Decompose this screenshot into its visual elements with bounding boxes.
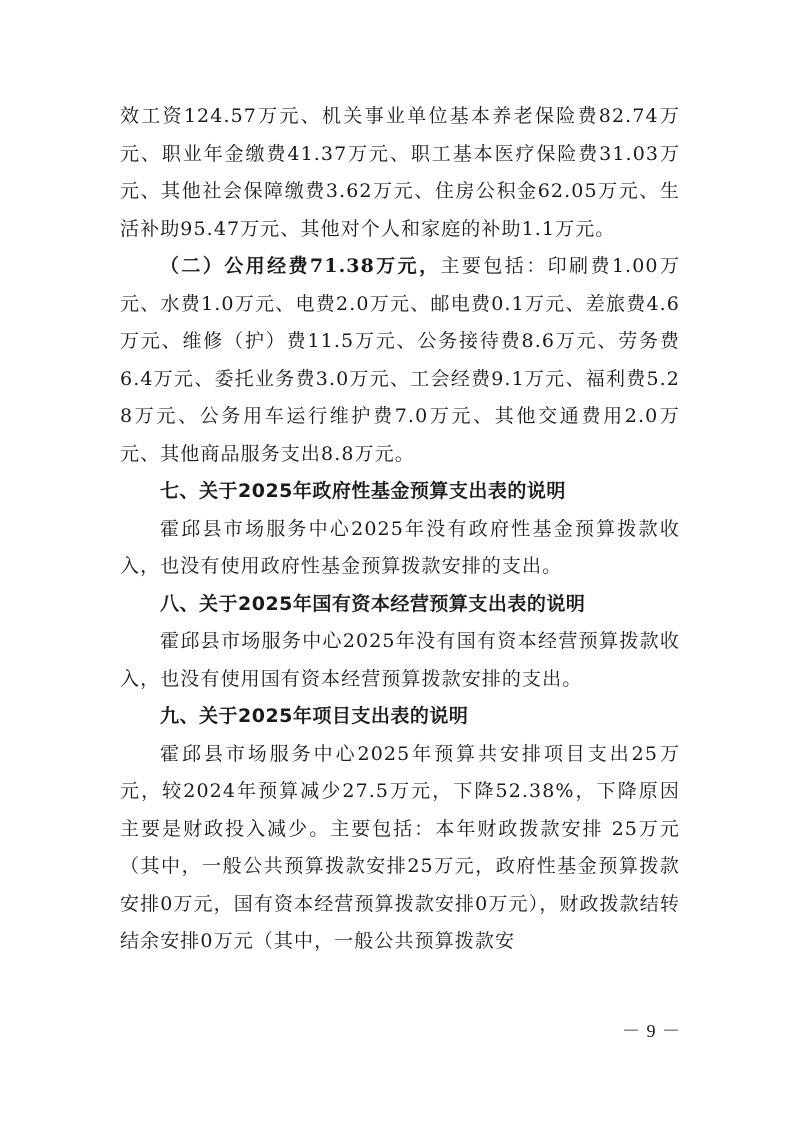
- public-expenses-lead: （二）公用经费71.38万元，: [160, 255, 441, 277]
- page-number: － 9 －: [622, 1021, 681, 1041]
- paragraph-public-expenses: [120, 248, 680, 473]
- paragraph-state-capital: 霍邱县市场服务中心2025年没有国有资本经营预算拨款收入，也没有使用国有资本经营预算拨款安排的支出。: [120, 630, 680, 690]
- public-expenses-detail: 主要包括：印刷费1.00万元、水费1.0万元、电费2.0万元、邮电费0.1万元、差旅费4.6万元、维修（护）费11.5万元、公务接待费8.6万元、劳务费6.4万元、委托业务费3.0万元、工会经费9.1万元、福利费5.28万元、公务用车运行维护费7.0万元、其他交通费用2.0万元、其他商品服务支出8.8万元。: [120, 255, 680, 465]
- heading-section-9: 九、关于2025年项目支出表的说明: [160, 705, 469, 727]
- heading-section-7: 七、关于2025年政府性基金预算支出表的说明: [160, 480, 566, 502]
- heading-section-8: 八、关于2025年国有资本经营预算支出表的说明: [160, 592, 586, 615]
- paragraph-project-expenditure: 霍邱县市场服务中心2025年预算共安排项目支出25万元，较2024年预算减少27.5万元，下降52.38%，下降原因主要是财政投入减少。主要包括：本年财政拨款安排 25万元（其中，一般公共预算拨款安排25万元，政府性基金预算拨款安排0万元，国有资本经营预算拨款安排0万元），财政拨款结转结余安排0万元（其中，一般公共预算拨款安: [120, 742, 680, 952]
- document-body: [120, 98, 680, 961]
- paragraph-personnel-expenses-continued: 效工资124.57万元、机关事业单位基本养老保险费82.74万元、职业年金缴费41.37万元、职工基本医疗保险费31.03万元、其他社会保障缴费3.62万元、住房公积金62.05万元、生活补助95.47万元、其他对个人和家庭的补助1.1万元。: [120, 105, 680, 240]
- paragraph-government-fund: 霍邱县市场服务中心2025年没有政府性基金预算拨款收入，也没有使用政府性基金预算拨款安排的支出。: [120, 517, 680, 577]
